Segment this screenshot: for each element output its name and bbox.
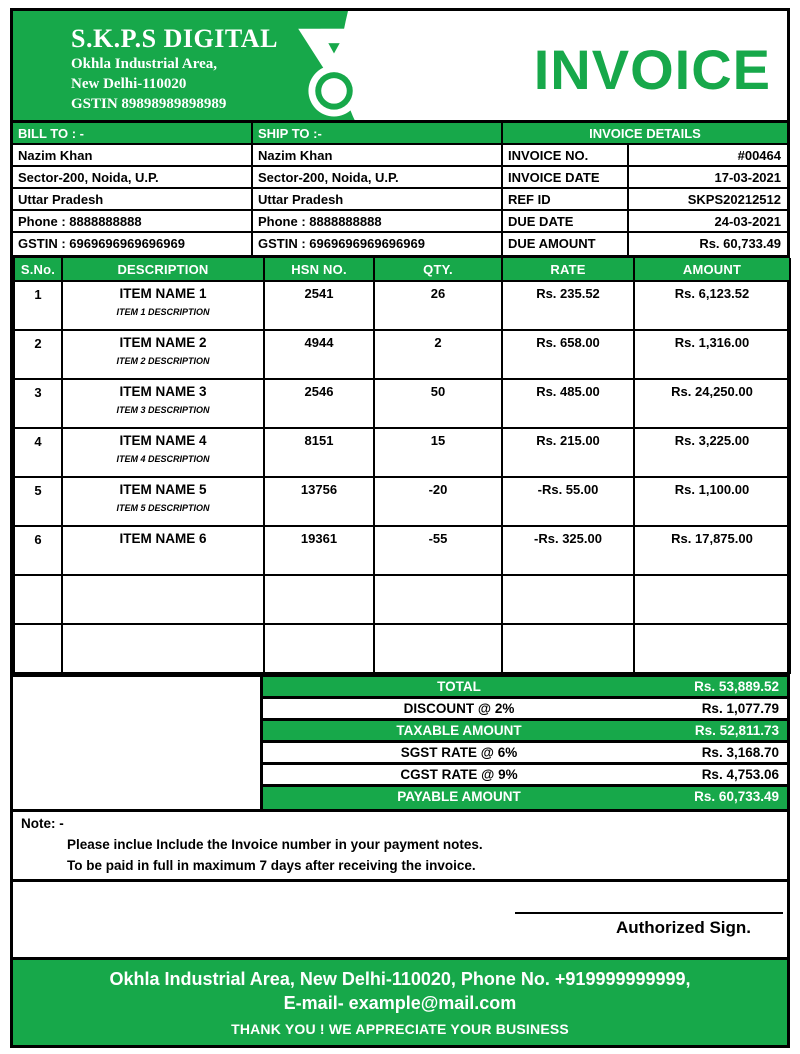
cell-amount [634,575,790,624]
medal-icon [291,27,377,119]
items-header-row [14,258,790,281]
cell-sno: 5 [14,477,62,526]
item-description: ITEM 5 DESCRIPTION [116,503,210,513]
sgst-row [263,743,787,765]
item-name: ITEM NAME 5 [119,482,207,497]
footer-thanks-message: THANK YOU ! WE APPRECIATE YOUR BUSINESS [231,1020,569,1037]
note-section [13,809,787,882]
table-row [14,575,790,624]
sgst-value: Rs. 3,168.70 [701,745,779,760]
due-amount-value: Rs. 60,733.49 [699,236,781,251]
company-address-line1: Okhla Industrial Area, [71,55,218,72]
ship-to-line: GSTIN : 6969696969696969 [258,236,425,251]
footer-address: Okhla Industrial Area, New Delhi-110020, Phone No. +919999999999, [109,969,691,989]
cell-qty: 50 [374,379,502,428]
cell-hsn [264,624,374,673]
company-address-line2: New Delhi-110020 [71,75,187,92]
bill-to-heading: BILL TO : - [13,123,251,145]
payable-amount-label: PAYABLE AMOUNT [397,789,521,804]
cgst-row [263,765,787,787]
ref-id-label: REF ID [503,189,629,209]
payable-amount-row [263,787,787,809]
cell-description [62,330,264,379]
cell-amount: Rs. 1,100.00 [634,477,790,526]
cell-rate: -Rs. 55.00 [502,477,634,526]
invoice-sheet [10,8,790,1048]
cell-qty: -55 [374,526,502,575]
cell-amount: Rs. 6,123.52 [634,281,790,330]
totals-section [13,674,787,809]
cell-sno: 3 [14,379,62,428]
cell-rate [502,575,634,624]
total-value: Rs. 53,889.52 [694,679,779,694]
cell-amount [634,624,790,673]
table-row [14,526,790,575]
item-name: ITEM NAME 4 [119,433,207,448]
table-row [14,624,790,673]
table-row [14,281,790,330]
col-header-qty: QTY. [374,258,502,281]
col-header-hsn: HSN NO. [264,258,374,281]
cell-description [62,575,264,624]
cell-description [62,477,264,526]
col-header-sno: S.No. [14,258,62,281]
ref-id-value: SKPS20212512 [687,192,781,207]
cell-rate: Rs. 485.00 [502,379,634,428]
cell-rate: Rs. 215.00 [502,428,634,477]
taxable-amount-row [263,721,787,743]
ship-to-line: Phone : 8888888888 [253,211,501,233]
table-row [14,428,790,477]
line-items-table [13,258,791,674]
bill-to-line: GSTIN : 6969696969696969 [18,236,185,251]
company-gstin: GSTIN 89898989898989 [71,96,227,113]
company-name: S.K.P.S DIGITAL [71,24,278,53]
cell-amount: Rs. 17,875.00 [634,526,790,575]
signature-line [515,912,783,914]
total-row [263,677,787,699]
cell-hsn: 19361 [264,526,374,575]
ship-to-line: Uttar Pradesh [253,189,501,211]
invoice-no-label: INVOICE NO. [503,145,629,165]
col-header-rate: RATE [502,258,634,281]
table-row [14,379,790,428]
discount-value: Rs. 1,077.79 [701,701,779,716]
cell-rate: -Rs. 325.00 [502,526,634,575]
taxable-amount-label: TAXABLE AMOUNT [396,723,522,738]
cell-sno [14,575,62,624]
invoice-header [13,11,787,123]
parties-section [13,123,787,258]
invoice-details-heading: INVOICE DETAILS [503,123,787,145]
taxable-amount-value: Rs. 52,811.73 [694,723,779,738]
company-brand-block [71,25,278,114]
items-body [14,281,790,673]
invoice-footer [13,960,787,1045]
footer-email: E-mail- example@mail.com [283,992,517,1013]
totals-list [263,677,787,809]
cell-description [62,428,264,477]
item-description: ITEM 4 DESCRIPTION [116,454,210,464]
cell-sno: 2 [14,330,62,379]
cell-qty: 15 [374,428,502,477]
cell-amount: Rs. 1,316.00 [634,330,790,379]
bill-to-line: Phone : 8888888888 [13,211,251,233]
bill-to-block [13,123,253,255]
cell-sno: 4 [14,428,62,477]
ship-to-line: Nazim Khan [253,145,501,167]
discount-label: DISCOUNT @ 2% [403,701,515,716]
item-description: ITEM 2 DESCRIPTION [116,356,210,366]
invoice-detail-row [503,233,787,255]
col-header-amount: AMOUNT [634,258,790,281]
cell-amount: Rs. 3,225.00 [634,428,790,477]
discount-row [263,699,787,721]
ship-to-block [253,123,503,255]
cgst-value: Rs. 4,753.06 [701,767,779,782]
note-title: Note: - [21,816,64,831]
payable-amount-value: Rs. 60,733.49 [694,789,779,804]
due-date-label: DUE DATE [503,211,629,231]
ship-to-heading: SHIP TO :- [253,123,501,145]
sgst-label: SGST RATE @ 6% [400,745,518,760]
cell-hsn [264,575,374,624]
item-description: ITEM 1 DESCRIPTION [116,307,210,317]
item-name: ITEM NAME 1 [119,286,207,301]
cell-rate [502,624,634,673]
cell-hsn: 2546 [264,379,374,428]
col-header-desc: DESCRIPTION [62,258,264,281]
cell-qty: 2 [374,330,502,379]
ship-to-line: Sector-200, Noida, U.P. [253,167,501,189]
invoice-date-value: 17-03-2021 [714,170,781,185]
due-amount-label: DUE AMOUNT [503,233,629,255]
cell-sno: 1 [14,281,62,330]
item-name: ITEM NAME 3 [119,384,207,399]
cell-qty: -20 [374,477,502,526]
cgst-label: CGST RATE @ 9% [400,767,518,782]
table-row [14,477,790,526]
note-line-2: To be paid in full in maximum 7 days after receiving the invoice. [67,858,476,873]
cell-sno: 6 [14,526,62,575]
invoice-date-label: INVOICE DATE [503,167,629,187]
cell-description [62,624,264,673]
invoice-details-block [503,123,787,255]
cell-qty [374,575,502,624]
totals-blank-area [13,677,263,809]
authorized-sign-label: Authorized Sign. [615,918,751,937]
bill-to-line: Sector-200, Noida, U.P. [13,167,251,189]
invoice-detail-row [503,167,787,189]
bill-to-line: Nazim Khan [13,145,251,167]
page-title: INVOICE [533,38,771,101]
cell-qty: 26 [374,281,502,330]
invoice-detail-row [503,145,787,167]
cell-amount: Rs. 24,250.00 [634,379,790,428]
cell-description [62,281,264,330]
note-line-1: Please inclue Include the Invoice number in your payment notes. [67,837,483,852]
item-name: ITEM NAME 2 [119,335,207,350]
cell-hsn: 8151 [264,428,374,477]
cell-qty [374,624,502,673]
due-date-value: 24-03-2021 [714,214,781,229]
cell-rate: Rs. 658.00 [502,330,634,379]
cell-hsn: 4944 [264,330,374,379]
cell-rate: Rs. 235.52 [502,281,634,330]
cell-hsn: 2541 [264,281,374,330]
item-description: ITEM 3 DESCRIPTION [116,405,210,415]
cell-description [62,526,264,575]
invoice-detail-row [503,189,787,211]
item-name: ITEM NAME 6 [119,531,207,546]
signature-section [13,882,787,960]
invoice-detail-row [503,211,787,233]
invoice-no-value: #00464 [737,148,781,163]
cell-hsn: 13756 [264,477,374,526]
bill-to-line: Uttar Pradesh [13,189,251,211]
table-row [14,330,790,379]
total-label: TOTAL [437,679,481,694]
cell-sno [14,624,62,673]
cell-description [62,379,264,428]
